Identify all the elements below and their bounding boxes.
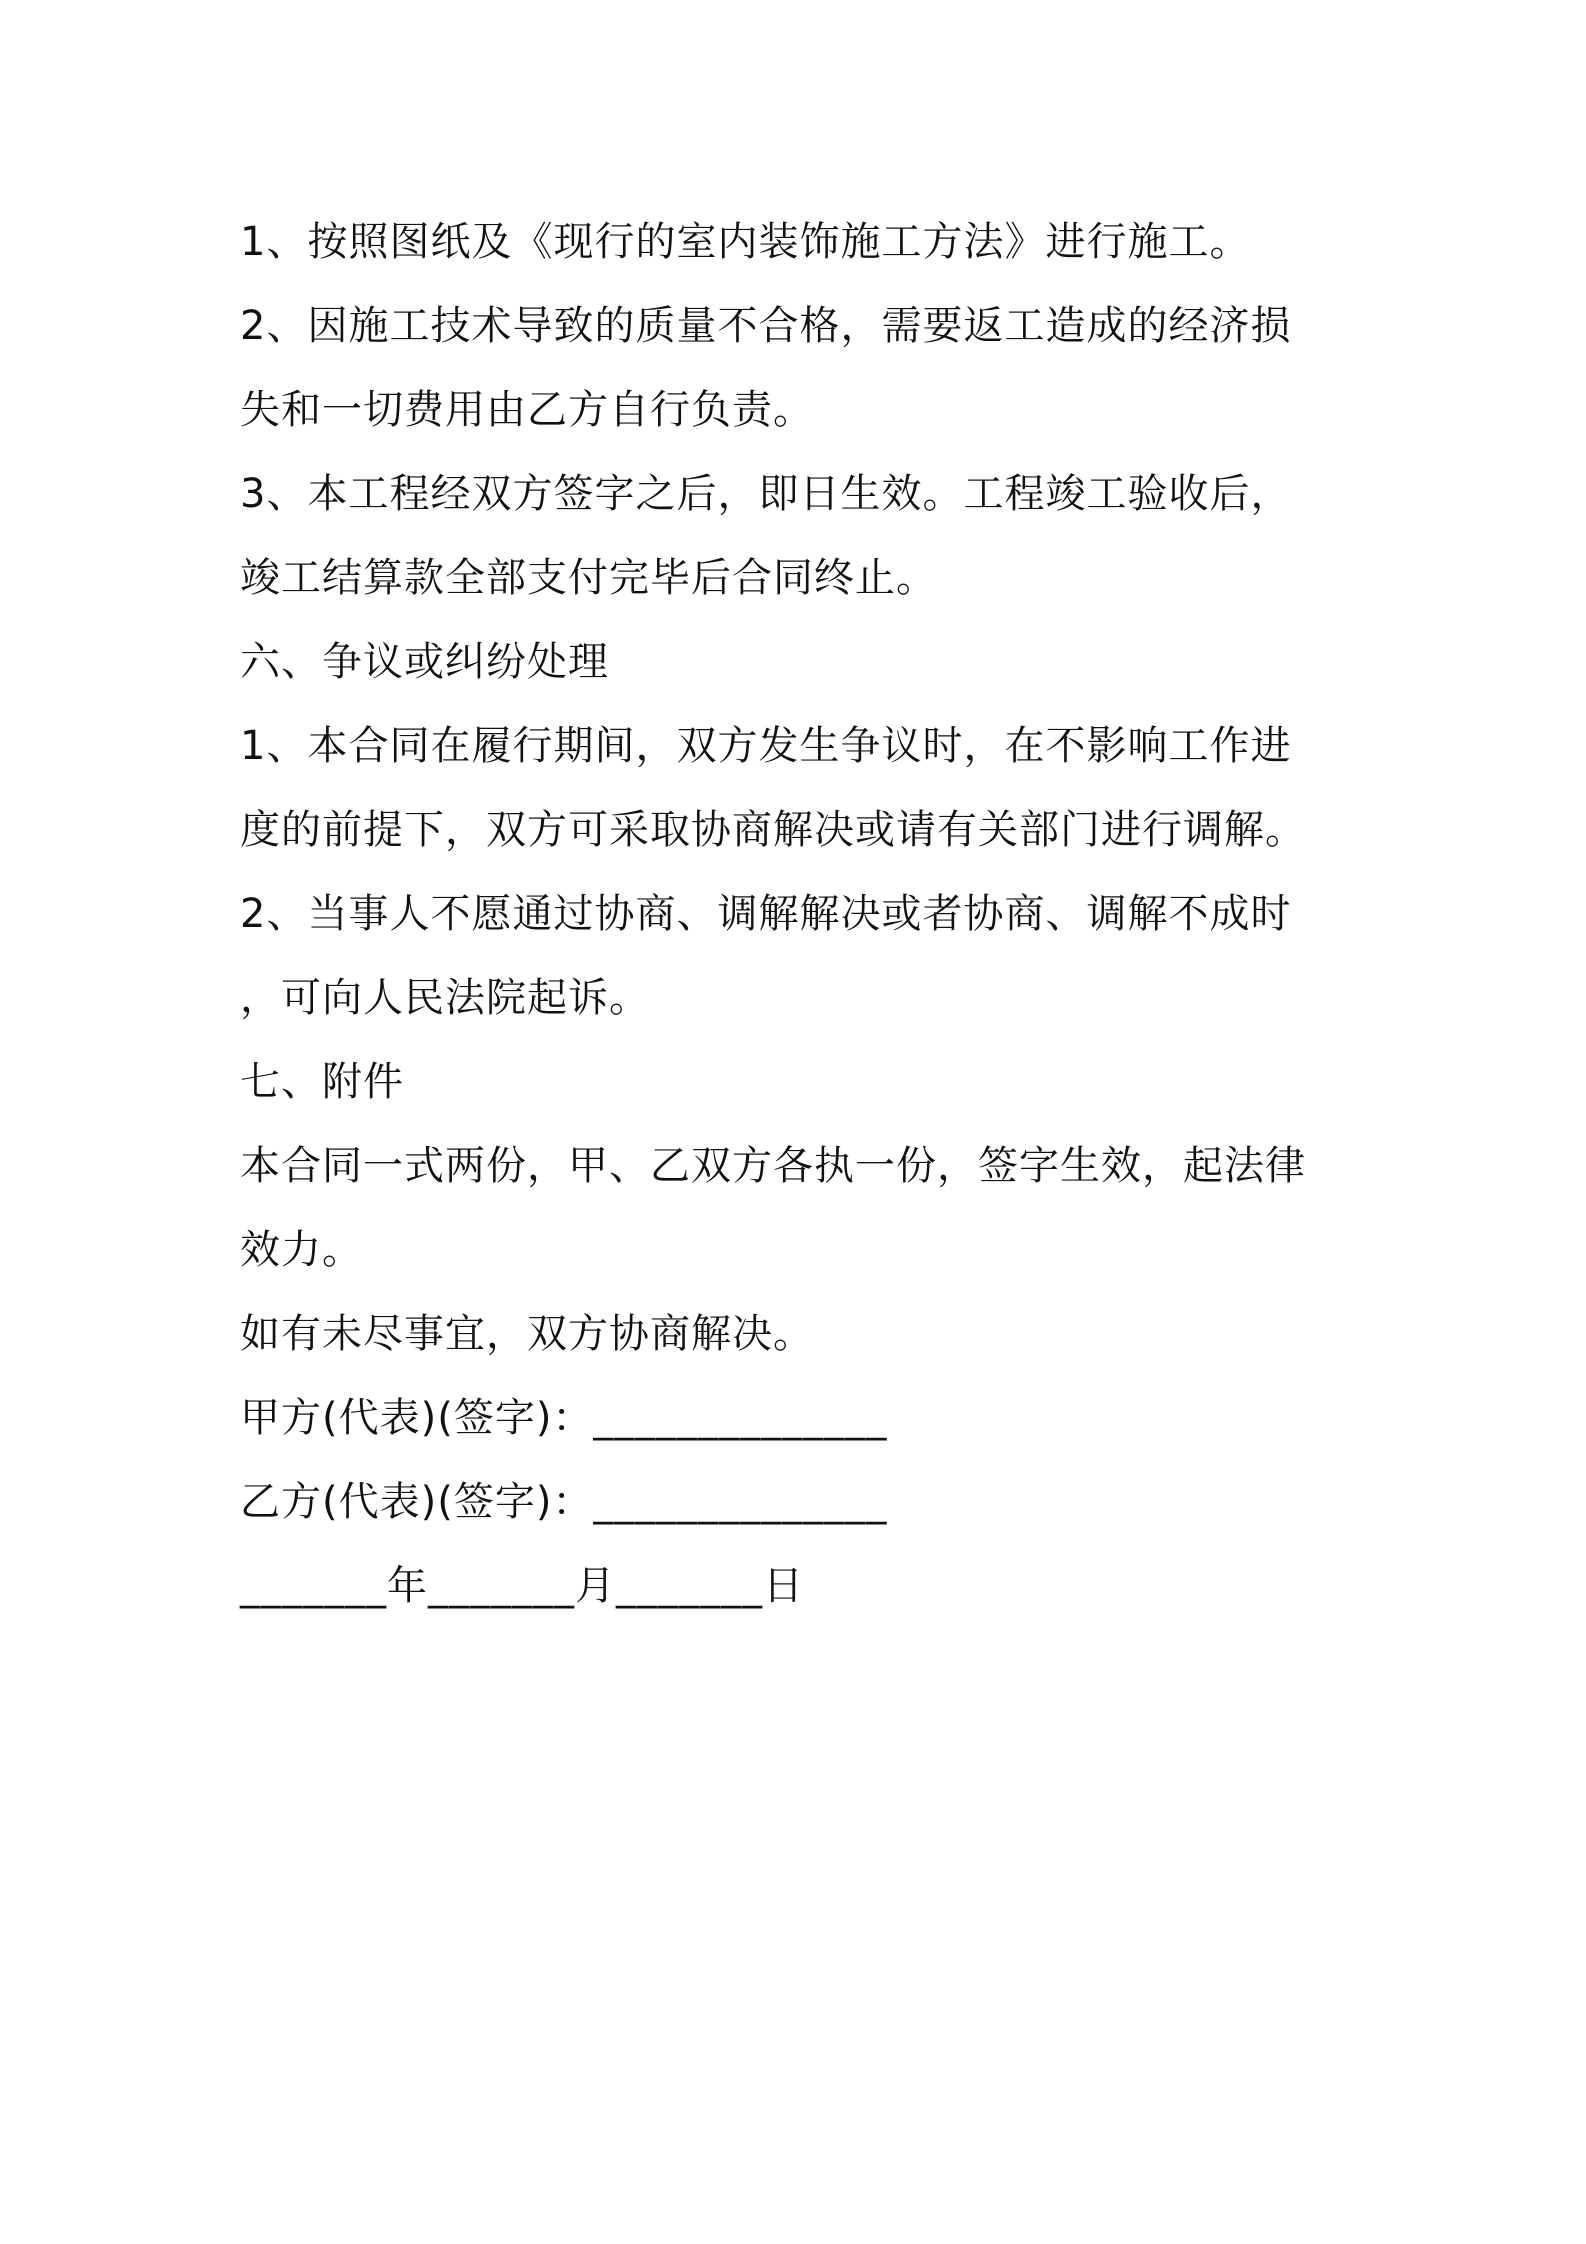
document-body	[240, 200, 1360, 1628]
section-heading: 七、附件	[240, 1059, 404, 1105]
date-line: _______年_______月_______日	[240, 1563, 804, 1609]
clause-line: 本合同一式两份，甲、乙双方各执一份，签字生效，起法律	[240, 1143, 1306, 1189]
clause-line: ，可向人民法院起诉。	[240, 975, 650, 1021]
party-a-signature-line: 甲方(代表)(签字)：______________	[240, 1395, 888, 1441]
clause-line: 2、因施工技术导致的质量不合格，需要返工造成的经济损	[240, 303, 1292, 349]
section-heading: 六、争议或纠纷处理	[240, 639, 609, 685]
clause-line: 2、当事人不愿通过协商、调解解决或者协商、调解不成时	[240, 891, 1292, 937]
clause-line: 效力。	[240, 1227, 363, 1273]
clause-line: 3、本工程经双方签字之后，即日生效。工程竣工验收后，	[240, 471, 1292, 517]
clause-line: 如有未尽事宜，双方协商解决。	[240, 1311, 814, 1357]
party-b-signature-line: 乙方(代表)(签字)：______________	[240, 1479, 888, 1525]
clause-line: 度的前提下，双方可采取协商解决或请有关部门进行调解。	[240, 807, 1306, 853]
clause-line: 1、本合同在履行期间，双方发生争议时，在不影响工作进	[240, 723, 1292, 769]
clause-line: 竣工结算款全部支付完毕后合同终止。	[240, 555, 937, 601]
clause-line: 失和一切费用由乙方自行负责。	[240, 387, 814, 433]
clause-line: 1、按照图纸及《现行的室内装饰施工方法》进行施工。	[240, 219, 1251, 265]
